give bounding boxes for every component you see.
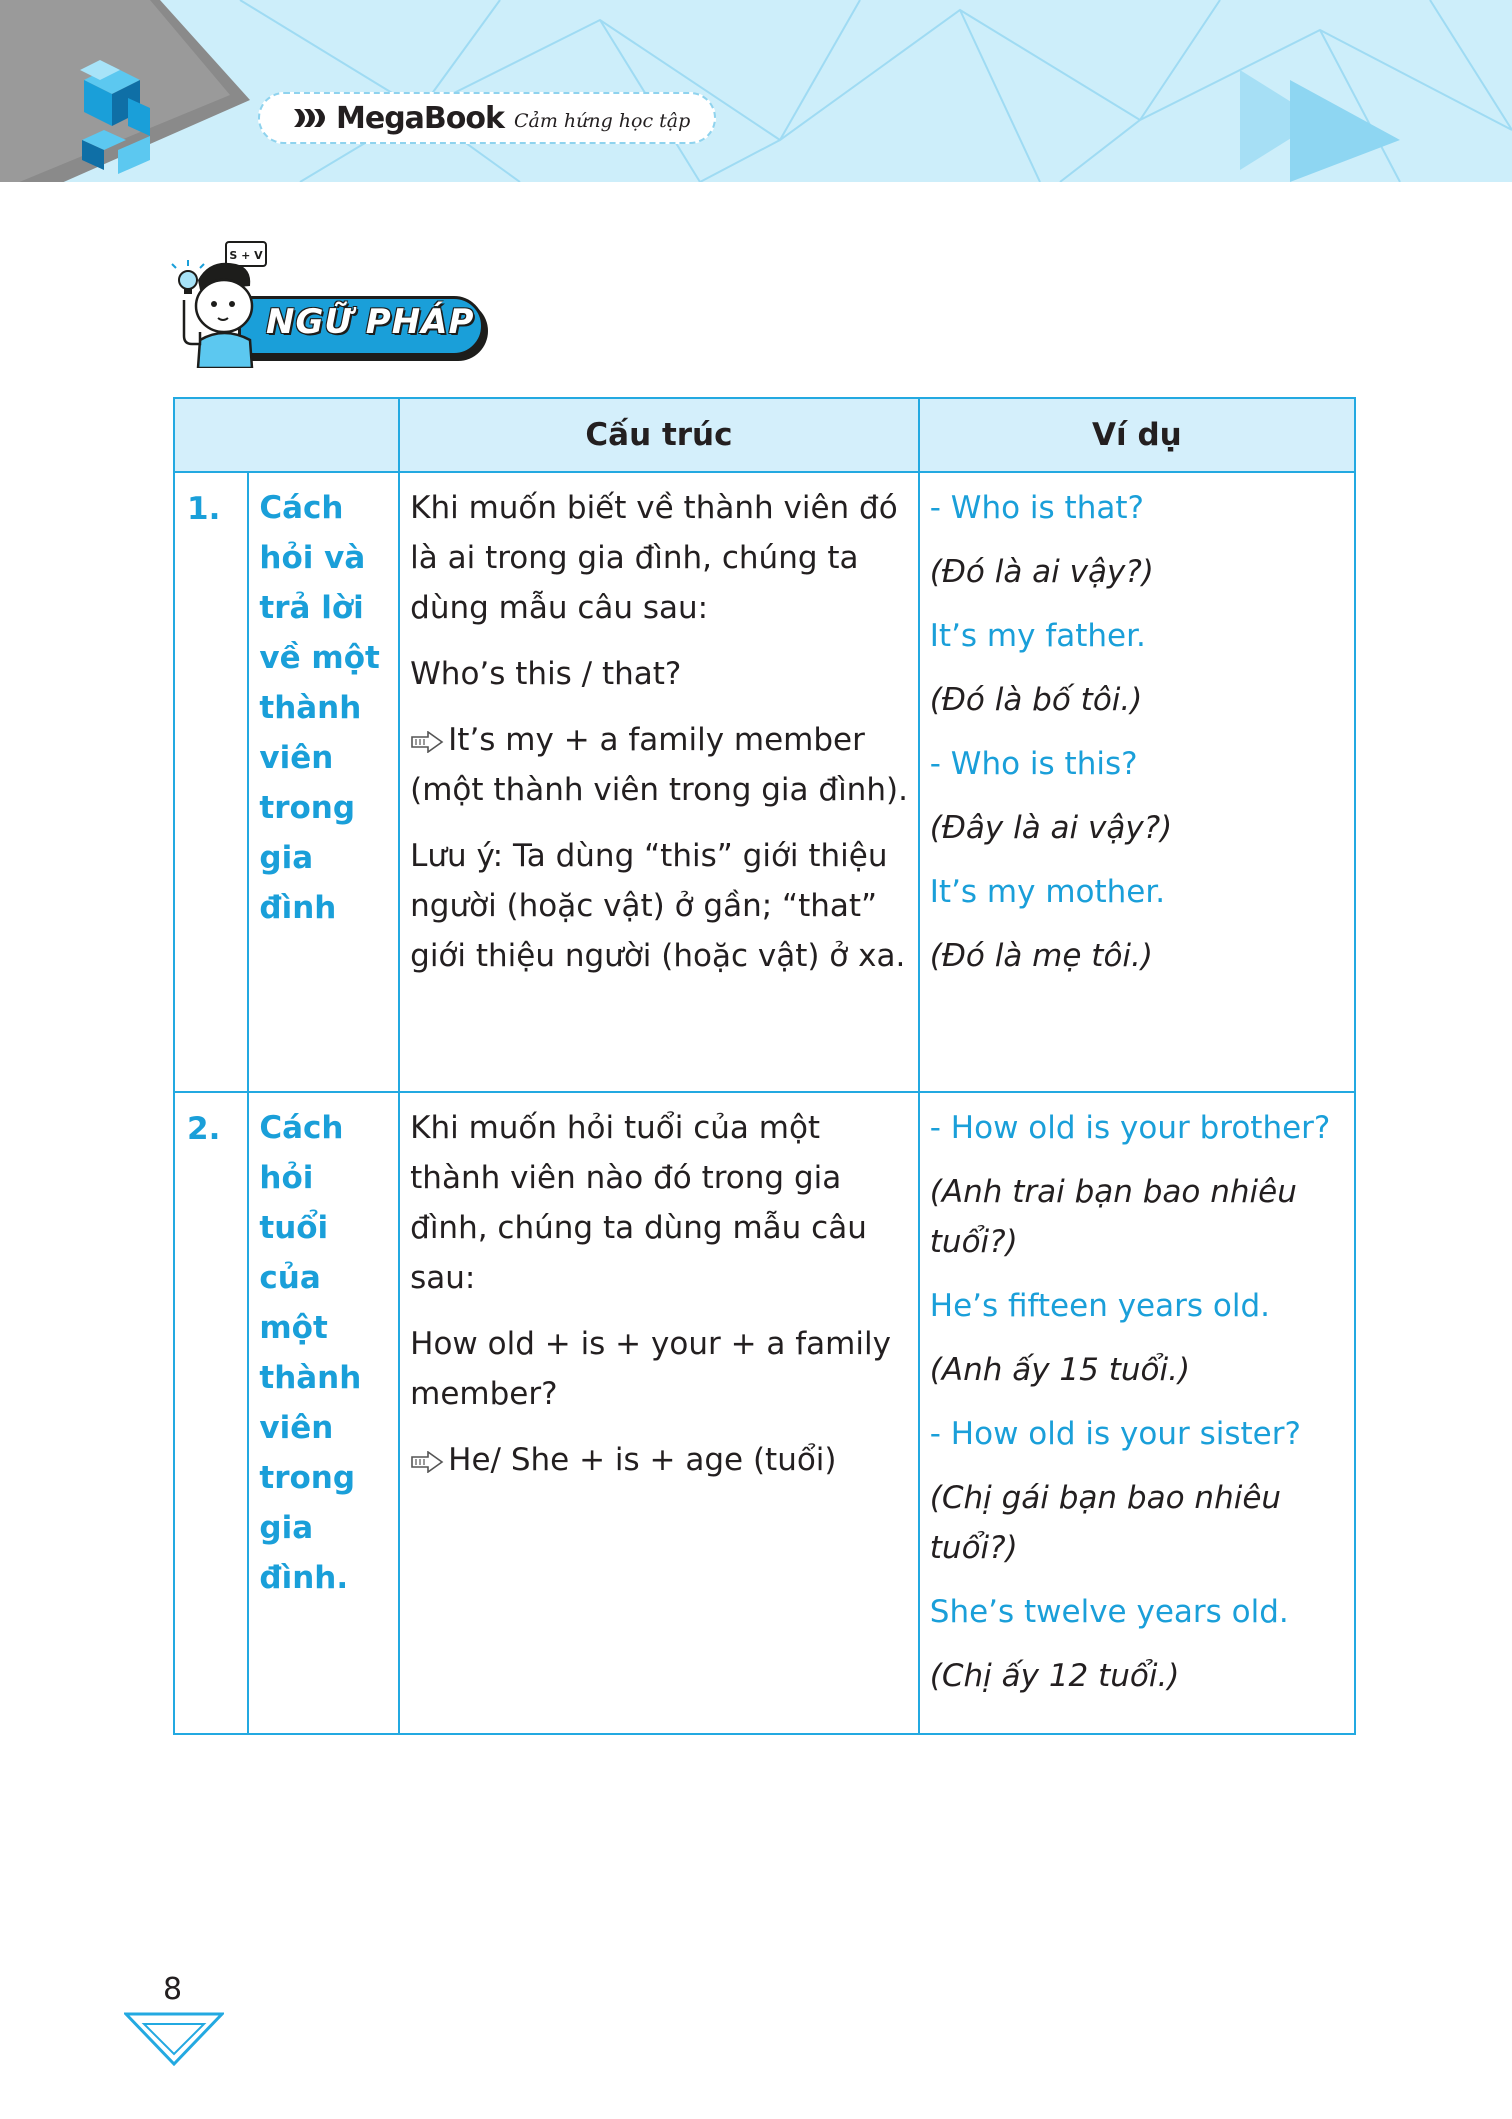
example-line: - How old is your sister? (929, 1416, 1301, 1452)
example-line: She’s twelve years old. (929, 1594, 1289, 1630)
example-line: - Who is that? (929, 490, 1144, 526)
section-title: NGỮ PHÁP (266, 302, 475, 342)
structure-text: Khi muốn biết về thành viên đó là ai trong gia đình, chúng ta dùng mẫu câu sau: (410, 490, 898, 626)
translation-line: (Đó là ai vậy?) (929, 554, 1154, 590)
example-line: He’s fifteen years old. (929, 1288, 1270, 1324)
structure-answer (410, 1435, 910, 1485)
row-topic: Cách hỏi tuổi của một thành viên trong gia đình. (248, 1092, 399, 1734)
speech-bubble-text: S + V (229, 249, 263, 262)
row-topic: Cách hỏi và trả lời về một thành viên trong gia đình (248, 472, 399, 1092)
example-cell (919, 1092, 1355, 1734)
mascot-boy-icon (170, 240, 280, 368)
structure-pattern: How old + is + your + a family member? (410, 1326, 891, 1412)
example-line: It’s my father. (929, 618, 1146, 654)
megabook-logo-icon (292, 105, 332, 131)
structure-pattern: Who’s this / that? (410, 656, 682, 692)
page-number: 8 (163, 1972, 183, 2007)
structure-note: Lưu ý: Ta dùng “this” giới thiệu người (hoặc vật) ở gần; “that” giới thiệu người (hoặc vật) ở xa. (410, 838, 906, 974)
translation-line: (Đó là bố tôi.) (929, 682, 1143, 718)
structure-text: Khi muốn hỏi tuổi của một thành viên nào đó trong gia đình, chúng ta dùng mẫu câu sau: (410, 1110, 867, 1296)
brand-tagline: Cảm hứng học tập (513, 110, 691, 132)
corner-cube-logo (0, 0, 250, 182)
structure-cell (399, 1092, 919, 1734)
translation-line: (Anh trai bạn bao nhiêu tuổi?) (929, 1174, 1297, 1260)
brand-name: MegaBook (336, 100, 504, 136)
play-arrows-decoration (1240, 70, 1400, 182)
table-row (174, 472, 1355, 1092)
triangle-decoration-icon (124, 2012, 224, 2066)
header-cell-structure: Cấu trúc (399, 398, 919, 472)
row-number: 2. (174, 1092, 248, 1734)
header-cell-example: Ví dụ (919, 398, 1355, 472)
example-line: - How old is your brother? (929, 1110, 1331, 1146)
structure-cell (399, 472, 919, 1092)
example-line: - Who is this? (929, 746, 1138, 782)
table-header-row (174, 398, 1355, 472)
example-line: It’s my mother. (929, 874, 1166, 910)
grammar-table (173, 397, 1356, 1735)
header-cell-topic (174, 398, 399, 472)
structure-answer (410, 715, 910, 815)
row-number: 1. (174, 472, 248, 1092)
header-banner (0, 0, 1512, 182)
arrow-icon (410, 1451, 444, 1473)
translation-line: (Đây là ai vậy?) (929, 810, 1173, 846)
translation-line: (Đó là mẹ tôi.) (929, 938, 1153, 974)
structure-answer-text: He/ She + is + age (tuổi) (448, 1442, 837, 1478)
translation-line: (Anh ấy 15 tuổi.) (929, 1352, 1191, 1388)
brand-pill (258, 92, 716, 144)
section-badge (170, 240, 500, 368)
structure-answer-text: It’s my + a family member (một thành viên trong gia đình). (410, 722, 908, 808)
example-cell (919, 472, 1355, 1092)
table-row (174, 1092, 1355, 1734)
translation-line: (Chị ấy 12 tuổi.) (929, 1658, 1180, 1694)
translation-line: (Chị gái bạn bao nhiêu tuổi?) (929, 1480, 1282, 1566)
arrow-icon (410, 731, 444, 753)
